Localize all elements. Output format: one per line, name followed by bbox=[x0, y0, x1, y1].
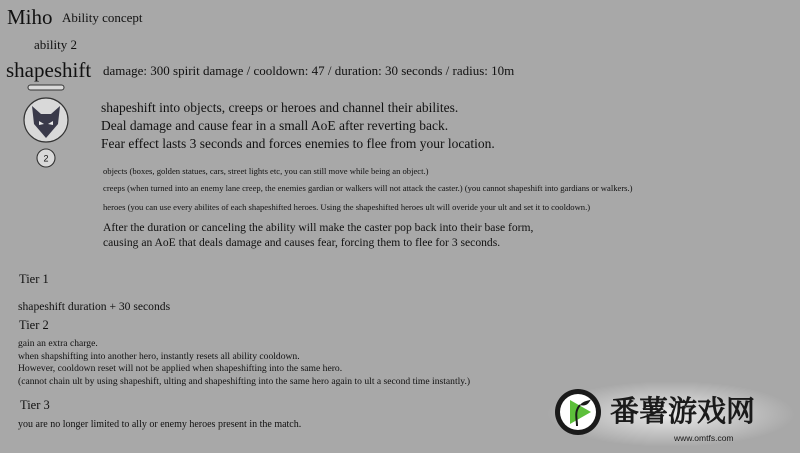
description-line: Fear effect lasts 3 seconds and forces enemies to flee from your location. bbox=[101, 136, 495, 151]
tier2-title: Tier 2 bbox=[19, 318, 49, 332]
ability-description bbox=[101, 99, 495, 153]
tier2-text bbox=[18, 338, 470, 388]
description-line: Deal damage and cause fear in a small AoE after reverting back. bbox=[101, 118, 449, 133]
mode-creeps-note: (you cannot shapeshift into gardians or walkers.) bbox=[464, 183, 633, 193]
fox-head-icon bbox=[22, 84, 70, 170]
tier2-line: (cannot chain ult by using shapeshift, ulting and shapeshifting into the same hero again to ult a second time instantly.) bbox=[18, 375, 471, 387]
watermark-text: 番薯游戏网 bbox=[610, 394, 756, 428]
tier2-line: when shapshifting into another hero, instantly resets all ability cooldown. bbox=[18, 350, 300, 362]
play-logo-icon bbox=[546, 378, 796, 448]
after-line: After the duration or canceling the ability will make the caster pop back into their base form, bbox=[103, 221, 534, 234]
tier2-line: gain an extra charge. bbox=[18, 338, 98, 349]
mode-objects: objects (boxes, golden statues, cars, street lights etc, you can still move while being an object.) bbox=[103, 166, 429, 176]
tier2-line: However, cooldown reset will not be applied when shapeshifting into the same hero. bbox=[18, 363, 343, 375]
ability-name: shapeshift bbox=[6, 58, 92, 82]
tier1-text: shapeshift duration + 30 seconds bbox=[18, 300, 171, 313]
page-subtitle: Ability concept bbox=[62, 10, 143, 25]
tier1-title: Tier 1 bbox=[19, 272, 49, 286]
after-effect-text bbox=[103, 220, 533, 250]
after-line: causing an AoE that deals damage and causes fear, forcing them to flee for 3 seconds. bbox=[103, 236, 501, 249]
ability-icon bbox=[22, 84, 70, 170]
watermark-url: www.omtfs.com bbox=[674, 433, 734, 443]
hero-name: Miho bbox=[7, 5, 53, 29]
tier3-title: Tier 3 bbox=[20, 398, 50, 412]
mode-creeps bbox=[103, 183, 633, 193]
watermark-logo bbox=[546, 378, 796, 448]
ability-number: ability 2 bbox=[34, 37, 77, 52]
mode-heroes: heroes (you can use every abilites of each shapeshifted heroes. Using the shapeshifted heroes ult will overide your ult and set it to cooldown.) bbox=[103, 202, 591, 212]
ability-badge: 2 bbox=[43, 153, 49, 164]
ability-stats: damage: 300 spirit damage / cooldown: 47 / duration: 30 seconds / radius: 10m bbox=[103, 63, 515, 78]
tier3-text: you are no longer limited to ally or enemy heroes present in the match. bbox=[18, 419, 302, 430]
description-line: shapeshift into objects, creeps or heroes and channel their abilites. bbox=[101, 100, 459, 115]
mode-creeps-text: creeps (when turned into an enemy lane creep, the enemies gardian or walkers will not attack the caster.) bbox=[103, 183, 463, 193]
